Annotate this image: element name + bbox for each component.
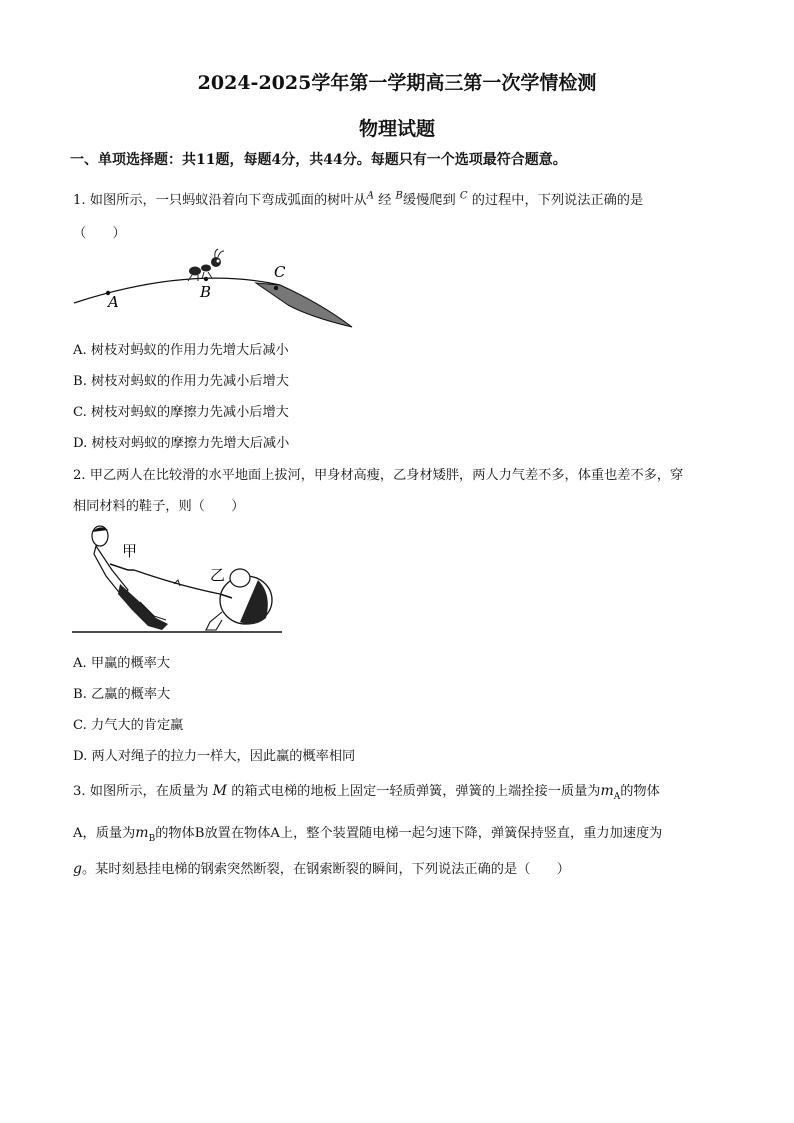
q2-figure bbox=[70, 522, 285, 637]
q3-symbol-mB bbox=[135, 825, 156, 844]
q3-symbol-mA bbox=[600, 783, 621, 802]
q1-option-a[interactable]: A. 树枝对蚂蚁的作用力先增大后减小 bbox=[73, 343, 289, 358]
q2-stem-line1: 2. 甲乙两人在比较滑的水平地面上拔河，甲身材高瘦，乙身材矮胖，两人力气差不多，体重也差不多，穿 bbox=[73, 468, 684, 483]
q3-subscript-b: B bbox=[148, 833, 156, 844]
q1-option-c[interactable]: C. 树枝对蚂蚁的摩擦力先减小后增大 bbox=[73, 405, 289, 420]
point-b-dot bbox=[204, 277, 208, 281]
q3-stem-line1 bbox=[73, 780, 660, 802]
ant-icon bbox=[188, 249, 224, 281]
section-heading: 一、单项选择题：共11题，每题4分，共44分。每题只有一个选项最符合题意。 bbox=[70, 152, 567, 168]
point-c-dot bbox=[274, 286, 278, 290]
q3-stem-part: A，质量为 bbox=[73, 826, 136, 841]
q3-symbol-m: m bbox=[135, 825, 149, 841]
fig-label-c: C bbox=[274, 263, 286, 281]
q3-stem-line3 bbox=[73, 858, 570, 877]
q1-stem-part: 经 bbox=[373, 193, 396, 208]
leaf-shape bbox=[256, 283, 352, 327]
q1-stem-part: 的过程中，下列说法正确的是 bbox=[467, 193, 644, 208]
q3-stem-part: 。某时刻悬挂电梯的钢索突然断裂，在钢索断裂的瞬间，下列说法正确的是（ ） bbox=[81, 862, 570, 877]
q3-stem-part: 的物体B放置在物体A上，整个装置随电梯一起匀速下降，弹簧保持竖直，重力加速度为 bbox=[155, 826, 663, 841]
q1-stem-part: 1. 如图所示，一只蚂蚁沿着向下弯成弧面的树叶从 bbox=[73, 193, 367, 208]
branch-arc bbox=[74, 278, 280, 303]
q1-figure bbox=[70, 245, 360, 335]
q2-option-b[interactable]: B. 乙赢的概率大 bbox=[73, 687, 171, 702]
q3-symbol-g: g bbox=[73, 861, 82, 877]
q3-subscript-a: A bbox=[613, 791, 621, 802]
rope bbox=[134, 570, 220, 594]
q2-stem-line2: 相同材料的鞋子，则（ ） bbox=[73, 499, 245, 514]
q3-stem-part: 的物体 bbox=[620, 784, 660, 799]
fig-label-a: A bbox=[108, 293, 119, 311]
fig-label-b: B bbox=[200, 283, 212, 301]
q2-option-c[interactable]: C. 力气大的肯定赢 bbox=[73, 718, 184, 733]
fig-label-jia: 甲 bbox=[122, 542, 138, 560]
q1-stem bbox=[73, 189, 643, 208]
q1-point-b: B bbox=[395, 190, 403, 202]
q2-option-a[interactable]: A. 甲赢的概率大 bbox=[73, 656, 171, 671]
q1-point-c: C bbox=[459, 190, 468, 202]
q2-option-d[interactable]: D. 两人对绳子的拉力一样大，因此赢的概率相同 bbox=[73, 749, 356, 764]
page-title: 2024-2025学年第一学期高三第一次学情检测 bbox=[197, 72, 597, 94]
q3-symbol-m: m bbox=[600, 783, 614, 799]
page-subtitle: 物理试题 bbox=[358, 118, 435, 140]
q1-stem-part: 缓慢爬到 bbox=[402, 193, 460, 208]
fig-label-yi: 乙 bbox=[210, 566, 226, 584]
q3-stem-line2 bbox=[73, 822, 662, 844]
q1-option-d[interactable]: D. 树枝对蚂蚁的摩擦力先增大后减小 bbox=[73, 436, 290, 451]
q1-answer-blank: （ ） bbox=[73, 226, 126, 241]
q1-point-a: A bbox=[366, 190, 374, 202]
q3-stem-part: 3. 如图所示，在质量为 bbox=[73, 784, 213, 799]
q1-option-b[interactable]: B. 树枝对蚂蚁的作用力先减小后增大 bbox=[73, 374, 289, 389]
q3-symbol-M: M bbox=[212, 783, 227, 799]
q3-stem-part: 的箱式电梯的地板上固定一轻质弹簧，弹簧的上端拴接一质量为 bbox=[227, 784, 601, 799]
